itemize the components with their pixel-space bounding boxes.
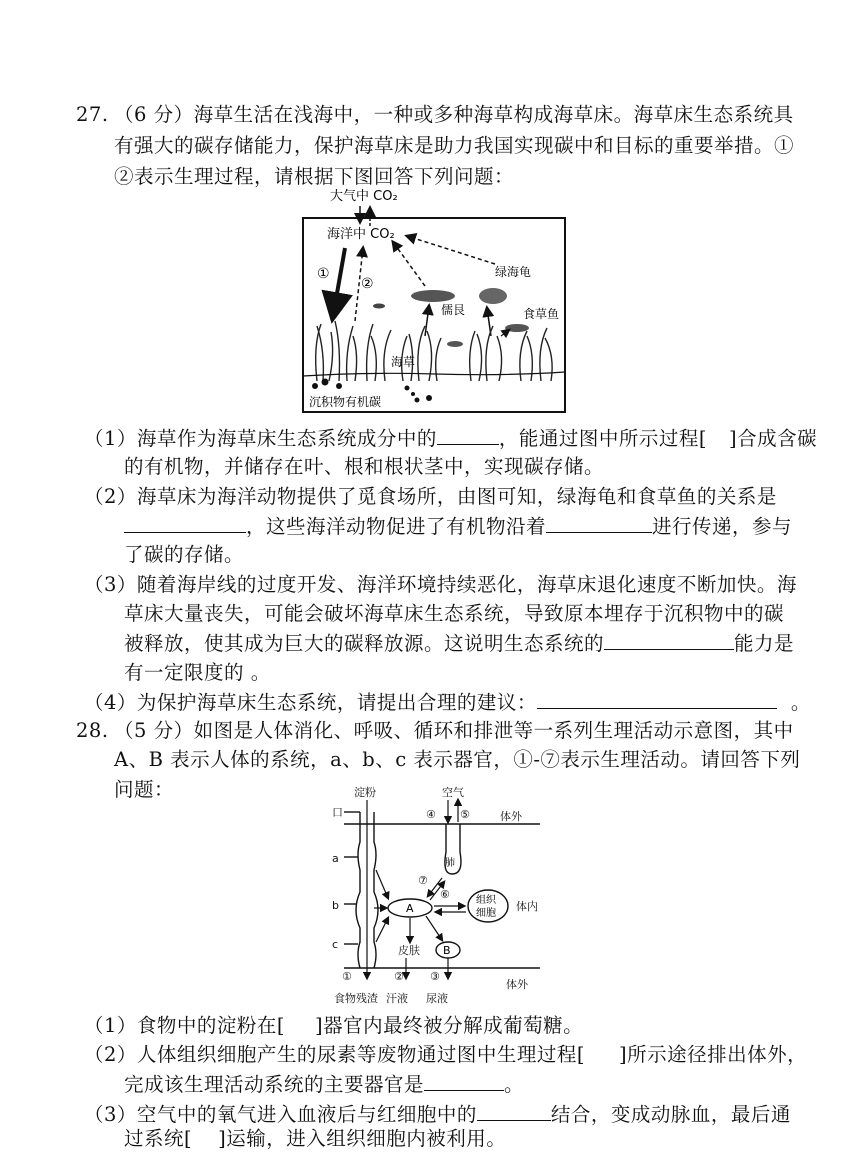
seagrass-label: 海草 — [391, 355, 416, 369]
outside-top-label: 体外 — [500, 810, 522, 823]
q27-sub3-line2: 草床大量丧失，可能会破坏海草床生态系统，导致原本埋存于沉积物中的碳 — [124, 602, 785, 625]
q28-sub2-text-c: 完成该生理活动系统的主要器官是 — [124, 1073, 425, 1096]
q28-sub3-line1 — [84, 1101, 791, 1128]
human-physiology-diagram — [330, 782, 550, 1012]
q28-sub2-line2 — [124, 1071, 524, 1098]
process-1-label: ① — [342, 970, 352, 983]
q28-sub2-text-d: 。 — [504, 1073, 525, 1096]
q27-sub3-text-a: 被释放，使其成为巨大的碳释放源。这说明生态系统的 — [124, 632, 605, 655]
process-1-label: ① — [317, 266, 330, 282]
q27-sub3-blank[interactable] — [604, 630, 734, 650]
outside-bottom-label: 体外 — [506, 978, 528, 991]
q28-sub2-line1 — [84, 1042, 807, 1068]
question-27-intro-line1: （6 分）海草生活在浅海中，一种或多种海草构成海草床。海草床生态系统具 — [114, 103, 794, 126]
process-3-label: ③ — [430, 970, 440, 983]
feces-label: 食物残渣 — [334, 992, 378, 1005]
q27-sub1-text-c: ]合成含碳 — [729, 427, 818, 450]
tissue-cell-label-2: 细胞 — [476, 908, 496, 919]
process-2-label: ② — [361, 276, 374, 292]
q27-sub3-line1: （3）随着海岸线的过度开发、海洋环境持续恶化，海草床退化速度不断加快。海 — [84, 573, 797, 596]
q28-sub1-text-a: （1）食物中的淀粉在[ — [84, 1014, 286, 1037]
q27-sub2-text-b: 进行传递，参与 — [652, 515, 793, 538]
sediment-carbon-label: 沉积物有机碳 — [309, 395, 382, 409]
process-6-label: ⑥ — [440, 888, 450, 901]
herbivorous-fish-label: 食草鱼 — [523, 307, 560, 321]
dugong-icon — [411, 290, 455, 302]
tissue-cell-label-1: 组织 — [476, 895, 496, 906]
process-5-label: ⑤ — [460, 808, 470, 821]
inside-label: 体内 — [516, 900, 538, 913]
atmosphere-co2-label: 大气中 CO₂ — [330, 189, 398, 204]
seagrass-carbon-diagram — [295, 186, 575, 416]
q27-sub4-text-a: （4）为保护海草床生态系统，请提出合理的建议： — [84, 691, 537, 714]
q28-sub3-text-c: 过系统[ — [124, 1127, 193, 1150]
sweat-label: 汗液 — [386, 992, 408, 1005]
q27-sub3-line4: 有一定限度的 。 — [124, 661, 271, 684]
dugong-label: 儒艮 — [441, 303, 466, 317]
q28-sub3-text-b: 结合，变成动脉血，最后通 — [550, 1103, 791, 1126]
process-2-label: ② — [394, 970, 404, 983]
small-fish-icon — [373, 304, 385, 309]
q27-sub4-line1 — [84, 689, 811, 716]
air-label: 空气 — [442, 786, 464, 799]
q27-sub1-text-a: （1）海草作为海草床生态系统成分中的 — [84, 427, 437, 450]
organ-b-label: b — [332, 899, 339, 912]
urine-label: 尿液 — [426, 992, 448, 1005]
question-27-intro-line2: 有强大的碳存储能力，保护海草床是助力我国实现碳中和目标的重要举措。① — [114, 134, 795, 157]
q27-sub2-text-a: ，这些海洋动物促进了有机物沿着 — [246, 515, 547, 538]
q27-sub3-text-b: 能力是 — [734, 632, 795, 655]
q27-sub2-blank-2[interactable] — [546, 513, 652, 533]
skin-label: 皮肤 — [398, 944, 420, 957]
green-turtle-label: 绿海龟 — [495, 265, 532, 279]
organ-a-label: a — [332, 852, 339, 865]
question-27-number: 27. — [76, 103, 109, 126]
q27-sub3-line3 — [124, 630, 794, 657]
question-28-intro-line3: 问题： — [114, 778, 175, 801]
q28-sub3-blank[interactable] — [477, 1101, 551, 1121]
lung-label: 肺 — [445, 858, 455, 869]
question-28-number: 28. — [76, 719, 109, 742]
q27-sub2-line3: 了碳的存储。 — [124, 543, 245, 566]
process-4-label: ④ — [426, 808, 436, 821]
process-7-label: ⑦ — [418, 874, 428, 887]
system-b-label: B — [443, 944, 451, 957]
ocean-co2-label: 海洋中 CO₂ — [327, 227, 395, 242]
q27-sub2-blank-1[interactable] — [124, 513, 246, 533]
question-28-intro-line1: （5 分）如图是人体消化、呼吸、循环和排泄等一系列生理活动示意图，其中 — [114, 719, 794, 742]
q28-sub2-blank[interactable] — [424, 1071, 504, 1091]
q28-sub1 — [84, 1013, 583, 1039]
q27-sub2-line1: （2）海草床为海洋动物提供了觅食场所，由图可知，绿海龟和食草鱼的关系是 — [84, 485, 777, 508]
q27-sub1-line2: 的有机物，并储存在叶、根和根状茎中，实现碳存储。 — [124, 455, 605, 478]
q28-sub1-text-b: ]器官内最终被分解成葡萄糖。 — [315, 1014, 584, 1037]
q28-sub3-line2 — [124, 1126, 506, 1152]
green-turtle-icon — [479, 288, 507, 304]
q28-sub2-text-b: ]所示途径排出体外， — [619, 1043, 808, 1066]
q27-sub1-line1 — [84, 425, 817, 452]
q27-sub4-text-b: 。 — [790, 691, 811, 714]
q28-sub2-text-a: （2）人体组织细胞产生的尿素等废物通过图中生理过程[ — [84, 1043, 586, 1066]
organ-c-label: c — [332, 938, 339, 951]
system-a-label: A — [406, 902, 414, 915]
q28-sub3-text-d: ]运输，进入组织细胞内被利用。 — [218, 1127, 507, 1150]
small-fish-icon — [447, 341, 463, 347]
q28-sub3-text-a: （3）空气中的氧气进入血液后与红细胞中的 — [84, 1103, 477, 1126]
starch-label: 淀粉 — [354, 786, 376, 799]
mouth-label: 口 — [332, 806, 343, 819]
question-27-intro-line3: ②表示生理过程，请根据下图回答下列问题： — [114, 165, 515, 188]
q27-sub1-blank-1[interactable] — [437, 425, 499, 445]
q27-sub2-line2 — [124, 513, 792, 540]
question-28-intro-line2: A、B 表示人体的系统，a、b、c 表示器官，①-⑦表示生理活动。请回答下列 — [114, 748, 801, 771]
q27-sub4-blank[interactable] — [537, 689, 777, 709]
q27-sub1-text-b: ，能通过图中所示过程[ — [498, 427, 708, 450]
